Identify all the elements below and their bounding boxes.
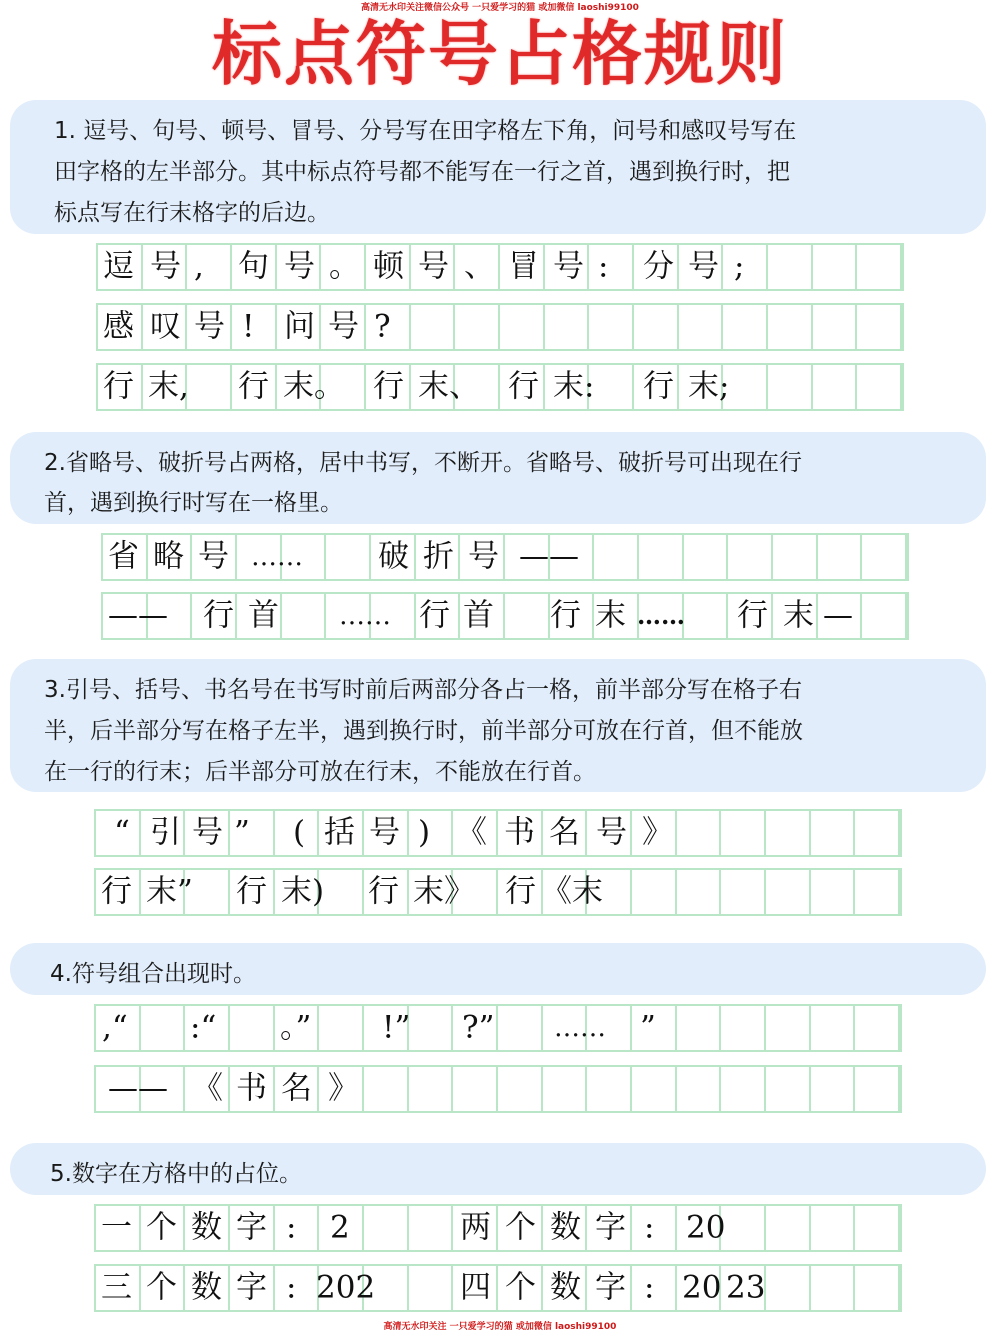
grid-char: 末、: [418, 368, 480, 405]
grid-char: 个: [146, 1209, 177, 1246]
grid-char: 数: [550, 1269, 581, 1306]
grid-punctuation: 》: [642, 814, 673, 851]
grid-char: 行: [505, 873, 536, 910]
watermark-top: 高清无水印关注微信公众号 一只爱学习的猫 或加微信 laoshi99100: [361, 3, 639, 13]
grid-char: 名: [281, 1070, 312, 1107]
rule-box-3: [10, 659, 986, 792]
writing-grid-row: [96, 243, 904, 291]
page-title: 标点符号占格规则: [212, 13, 788, 95]
grid-char: 略: [153, 538, 184, 575]
grid-char: 四: [460, 1269, 491, 1306]
watermark-bottom: 高清无水印关注 一只爱学习的猫 或加微信 laoshi99100: [383, 1322, 617, 1332]
grid-char: 数: [191, 1269, 222, 1306]
grid-number: 20: [686, 1209, 726, 1246]
grid-number: 23: [726, 1269, 766, 1306]
grid-dash: ——: [108, 1071, 168, 1106]
grid-ellipsis: ……: [339, 601, 391, 631]
grid-char: 末;: [688, 368, 730, 405]
grid-char: 号: [198, 538, 229, 575]
grid-char: 行: [238, 368, 269, 405]
rule-box-2: [10, 432, 986, 524]
grid-char: 引: [150, 814, 181, 851]
grid-char: 末,: [148, 368, 189, 405]
grid-char: 末: [783, 597, 814, 634]
grid-char: 末:: [553, 368, 595, 405]
grid-char: 折: [423, 538, 454, 575]
grid-char: 号: [688, 248, 719, 285]
grid-char: 书: [236, 1070, 267, 1107]
grid-char: 字: [595, 1209, 626, 1246]
writing-grid-row: [94, 1065, 902, 1113]
grid-char: 行: [103, 368, 134, 405]
rule-2-line-1: 2.省略号、破折号占两格，居中书写，不断开。省略号、破折号可出现在行: [44, 450, 802, 476]
grid-char: 字: [236, 1269, 267, 1306]
grid-char: 叹: [150, 308, 181, 345]
rule-2-line-2: 首，遇到换行时写在一格里。: [44, 490, 343, 516]
grid-number: 202: [316, 1269, 376, 1306]
rule-1-line-2: 田字格的左半部分。其中标点符号都不能写在一行之首，遇到换行时，把: [54, 159, 790, 185]
grid-punctuation: :: [286, 1209, 297, 1246]
grid-char: 行: [737, 597, 768, 634]
grid-char: 《末: [541, 873, 603, 910]
grid-char: 首: [248, 597, 279, 634]
grid-char: 号: [328, 308, 359, 345]
grid-punctuation: :: [644, 1269, 655, 1306]
grid-char: 个: [146, 1269, 177, 1306]
grid-punctuation: 《: [192, 1070, 223, 1107]
grid-punctuation: ,“: [102, 1009, 128, 1046]
grid-punctuation: “: [114, 814, 130, 851]
grid-char: 字: [236, 1209, 267, 1246]
grid-punctuation: 》: [328, 1070, 359, 1107]
grid-char: 行: [643, 368, 674, 405]
grid-char: 三: [101, 1269, 132, 1306]
grid-char: 行: [550, 597, 581, 634]
grid-char: 个: [505, 1269, 536, 1306]
grid-punctuation: 、: [464, 248, 495, 285]
grid-dash: ——: [108, 598, 168, 633]
writing-grid-row: [94, 1204, 902, 1252]
grid-char: 行: [508, 368, 539, 405]
grid-punctuation: 《: [456, 814, 487, 851]
rule-3-line-2: 半，后半部分写在格子左半，遇到换行时，前半部分可放在行首，但不能放: [44, 718, 803, 744]
grid-char: 书: [504, 814, 535, 851]
writing-grid-row: [96, 363, 904, 411]
grid-char: 号: [468, 538, 499, 575]
grid-ellipsis: ……: [637, 601, 685, 630]
grid-punctuation: :: [286, 1269, 297, 1306]
grid-number: 2: [330, 1209, 350, 1246]
grid-punctuation: 。: [329, 248, 360, 285]
grid-char: 数: [191, 1209, 222, 1246]
writing-grid-row: [94, 868, 902, 916]
grid-char: 数: [550, 1209, 581, 1246]
grid-char: 两: [460, 1209, 491, 1246]
grid-char: 行: [419, 597, 450, 634]
writing-grid-row: [94, 1004, 902, 1052]
grid-char: 破: [378, 538, 409, 575]
writing-grid-row: [96, 303, 904, 351]
grid-char: 省: [108, 538, 139, 575]
grid-char: 号: [284, 248, 315, 285]
grid-char: 末。: [283, 368, 345, 405]
grid-punctuation: !”: [382, 1009, 411, 1046]
grid-char: 号: [150, 248, 181, 285]
grid-punctuation: :: [598, 248, 609, 285]
rule-5-line-1: 5.数字在方格中的占位。: [50, 1161, 302, 1187]
writing-grid-row: [94, 809, 902, 857]
grid-dash: ——: [519, 539, 579, 574]
grid-char: 分: [643, 248, 674, 285]
grid-punctuation: !: [242, 308, 255, 345]
grid-char: 问: [284, 308, 315, 345]
grid-punctuation: ?: [374, 308, 391, 345]
grid-punctuation: ”: [640, 1009, 656, 1046]
grid-punctuation: ): [418, 814, 431, 851]
grid-char: 首: [463, 597, 494, 634]
grid-char: 行: [236, 873, 267, 910]
grid-punctuation: ;: [734, 248, 745, 285]
grid-char: 冒: [508, 248, 539, 285]
grid-char: 一: [101, 1209, 132, 1246]
grid-char: 号: [192, 814, 223, 851]
grid-char: 顿: [373, 248, 404, 285]
grid-char: 行: [101, 873, 132, 910]
grid-char: 行: [368, 873, 399, 910]
rule-3-line-3: 在一行的行末；后半部分可放在行末，不能放在行首。: [44, 759, 596, 785]
grid-punctuation: 。”: [280, 1009, 312, 1046]
rule-4-line-1: 4.符号组合出现时。: [50, 961, 256, 987]
grid-ellipsis: ……: [251, 542, 303, 572]
grid-dash: —: [823, 598, 853, 633]
grid-char: 名: [549, 814, 580, 851]
grid-char: 行: [203, 597, 234, 634]
grid-char: 句: [238, 248, 269, 285]
grid-ellipsis: ……: [554, 1013, 606, 1043]
writing-grid-row: [101, 533, 909, 581]
rule-box-4: [10, 943, 986, 995]
rule-1-line-1: 1. 逗号、句号、顿号、冒号、分号写在田字格左下角，问号和感叹号写在: [54, 118, 797, 144]
grid-char: 末”: [146, 873, 193, 910]
rule-1-line-3: 标点写在行末格字的后边。: [54, 200, 330, 226]
rule-box-5: [10, 1143, 986, 1195]
grid-number: 20: [682, 1269, 722, 1306]
grid-char: 号: [369, 814, 400, 851]
grid-punctuation: (: [293, 814, 306, 851]
grid-char: 末: [595, 597, 626, 634]
grid-char: 个: [505, 1209, 536, 1246]
grid-char: 号: [553, 248, 584, 285]
grid-char: 号: [194, 308, 225, 345]
grid-char: 括: [324, 814, 355, 851]
grid-punctuation: ,: [194, 248, 204, 285]
grid-char: 末): [281, 873, 325, 910]
grid-punctuation: ”: [234, 814, 250, 851]
grid-char: 行: [373, 368, 404, 405]
grid-punctuation: ?”: [462, 1009, 495, 1046]
writing-grid-row: [94, 1264, 902, 1312]
grid-char: 号: [418, 248, 449, 285]
rule-3-line-1: 3.引号、括号、书名号在书写时前后两部分各占一格，前半部分写在格子右: [44, 677, 802, 703]
grid-char: 感: [103, 308, 134, 345]
grid-char: 末》: [413, 873, 475, 910]
grid-punctuation: :: [644, 1209, 655, 1246]
grid-char: 字: [595, 1269, 626, 1306]
grid-char: 逗: [103, 248, 134, 285]
grid-punctuation: :“: [190, 1009, 217, 1046]
writing-grid-row: [101, 592, 909, 640]
rule-box-1: [10, 100, 986, 234]
grid-char: 号: [596, 814, 627, 851]
